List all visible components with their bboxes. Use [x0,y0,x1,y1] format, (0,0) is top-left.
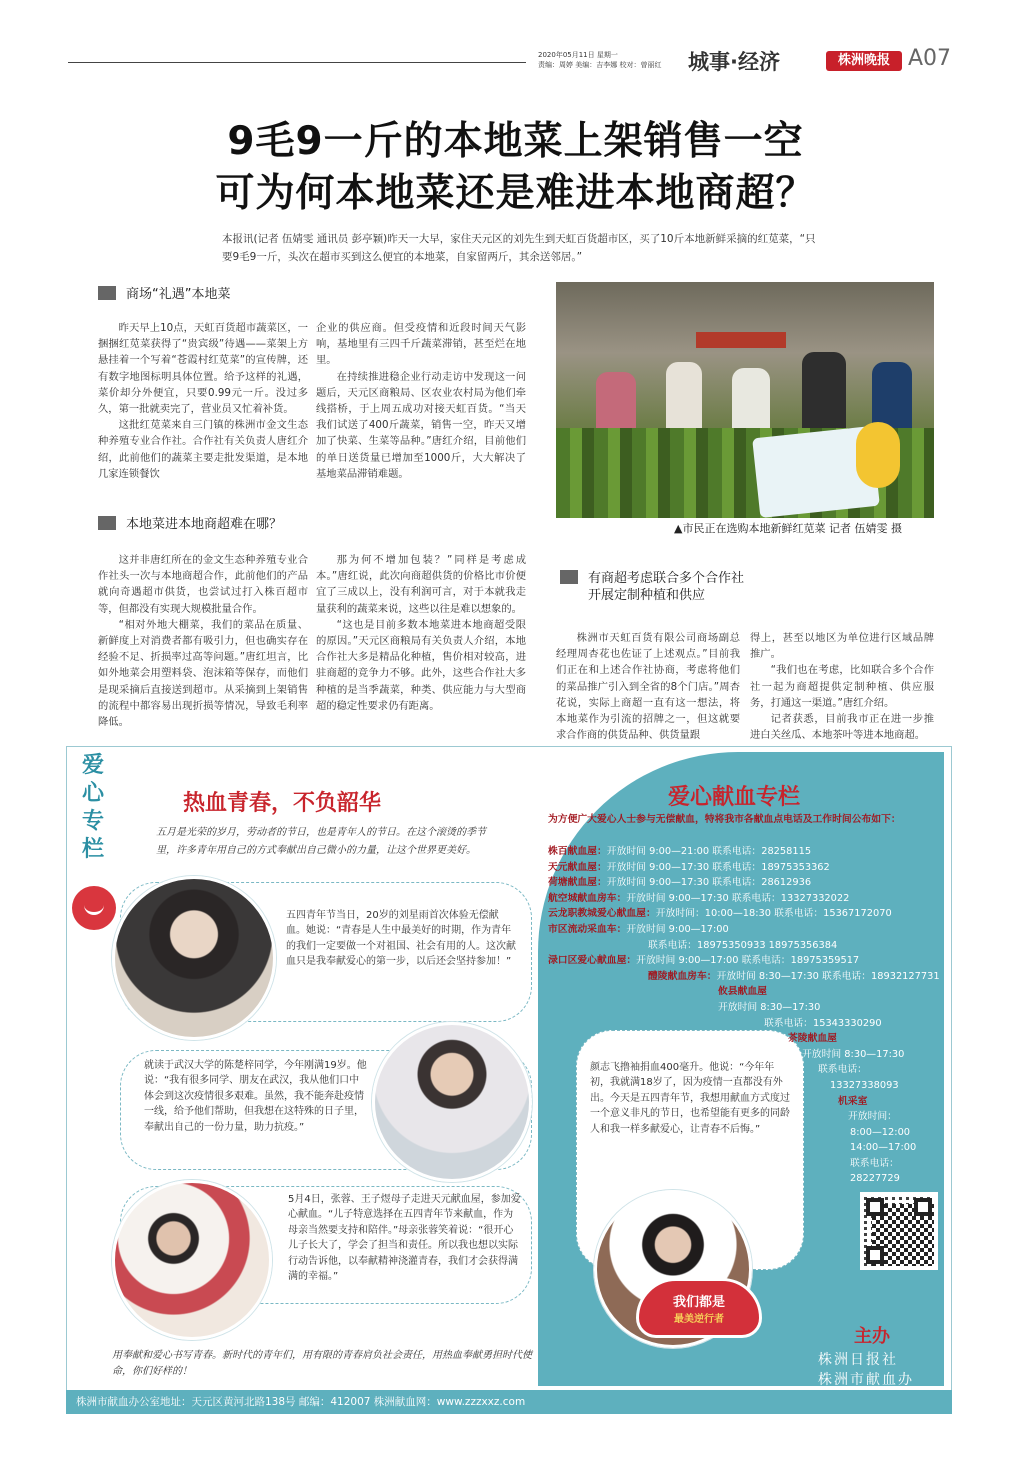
column-intro: 为方便广大爱心人士参与无偿献血，特将我市各献血点电话及工作时间公布如下： [548,814,901,825]
blood-footer: 株洲市献血办公室地址：天元区黄河北路138号 邮编：412007 株洲献血网：www.zzzxxz.com [66,1390,952,1414]
issue-date: 2020年05月11日 星期一 [538,51,618,59]
smiley-icon [72,886,116,930]
station-row: 荷塘献血屋：开放时间 9:00—17:30 联系电话：28612936 [548,877,812,889]
section3-column-1: 株洲市天虹百货有限公司商场副总经理周杏花也佐证了上述观点。”目前我们正在和上述合作社协商，考虑将他们的菜品推广引入到全省的8个门店。”周杏花说，实际上商超一直有这一想法，将本地菜作为引流的招牌之一，但这就要求合作商的供货品种、供货量跟 [556,632,740,742]
market-photo [556,282,934,518]
section1-column-1: 昨天早上10点，天虹百货超市蔬菜区，一捆捆红苋菜获得了“贵宾级”待遇——菜架上方悬挂着一个写着“苍霞村红苋菜”的宣传牌，还有数字地图标明具体位置。给予这样的礼遇，菜价却分外便宜，只要0.99元一斤。没过多久，第一批就卖完了，营业员又忙着补货。 这批红苋菜来自三门镇的株洲市金文生态种养殖专业合作社。合作社有关负责人唐红介绍，此前他们的蔬菜主要走批发渠道，是本地几家连锁餐饮 [98,322,308,480]
host-label: 主办 [854,1326,890,1347]
story-text-4: 颜志飞撸袖捐血400毫升。他说：“今年年初，我就满18岁了，因为疫情一直都没有外出。今天是五四青年节，我想用献血方式度过一个意义非凡的节日，也希望能有更多的同龄人和我一样多献爱心，让青春不后悔。” [590,1062,790,1135]
subhead-3: 有商超考虑联合多个合作社 开展定制种植和供应 [560,570,744,604]
station-phone-label: 联系电话： [818,1064,867,1076]
station-hours: 开放时间 8:30—17:30 [802,1048,905,1060]
host-organizations: 株洲日报社 株洲市献血办 [818,1352,914,1388]
station-row: 天元献血屋：开放时间 9:00—17:30 联系电话：18975353362 [548,861,830,873]
subhead-1: 商场“礼遇”本地菜 [98,286,230,303]
donor-photo-2 [372,1022,532,1182]
station-phone: 13327338093 [830,1079,899,1091]
headline-line-1: 9毛9一斤的本地菜上架销售一空 [227,119,804,164]
story-text-1: 五四青年节当日，20岁的刘星雨首次体验无偿献血。她说：“青春是人生中最美好的时期，作为青年的我们一定要做一个对祖国、社会有用的人。这次献血只是我奉献爱心的第一步，以后还会坚持参加！” [286,910,516,968]
station-list [548,844,944,1187]
blood-intro: 五月是光荣的岁月，劳动者的节日，也是青年人的节日。在这个滚烫的季节里，许多青年用自己的方式奉献出自己微小的力量，让这个世界更美好。 [156,827,486,856]
blood-outro: 用奉献和爱心书写青春。新时代的青年们，用有限的青春肩负社会责任，用热血奉献勇担时代使命，你们好样的！ [112,1350,532,1377]
station-row: 机采室 [838,1095,868,1107]
header-rule [68,62,526,63]
column-side-label: 爱 心 专 栏 [81,753,104,862]
page-number: A07 [908,46,952,71]
slogan-badge: 我们都是 最美逆行者 [636,1278,762,1338]
section1-column-2: 企业的供应商。但受疫情和近段时间天气影响，基地里有三四千斤蔬菜滞销，甚至烂在地里。 在持续推进稳企业行动走访中发现这一问题后，天元区商粮局、区农业农村局为他们牵线搭桥，于上周五成功对接天虹百货。“当天我们试送了400斤蔬菜，销售一空，昨天又增加了快菜、生菜等品种。”唐红介绍，目前他们的单日送货量已增加至1000斤，大大解决了基地菜品滞销难题。 [316,322,526,480]
section2-column-1: 这并非唐红所在的金文生态种养殖专业合作社头一次与本地商超合作，此前他们的产品就向奇遇超市供货，也尝试过打入株百超市等，但都没有实现大规模批量合作。 “相对外地大棚菜，我们的菜品在质量、新鲜度上对消费者都有吸引力，但也确实存在经验不足、折损率过高等问题。”唐红坦言，比如外地菜会用塑料袋、泡沫箱等保存，而他们是现采摘后直接送到超市。从采摘到上架销售的流程中都容易出现折损等情况，导致毛利率降低。 [98,554,308,729]
station-phone-label: 联系电话： [850,1157,899,1169]
donor-photo-3 [112,1180,272,1340]
blood-title: 热血青春，不负韶华 [183,790,382,816]
qr-code-icon[interactable] [860,1192,938,1270]
editors-credit: 责编：周婷 美编：吉李娜 校对：曾丽红 [538,61,662,69]
subhead-2: 本地菜进本地商超难在哪？ [98,516,282,533]
station-phone: 28227729 [850,1173,900,1185]
station-row: 茶陵献血屋 [788,1033,837,1045]
station-phone: 联系电话：18975350933 18975356384 [648,939,838,951]
section2-column-2: 那为何不增加包装？”同样是考虑成本。”唐红说，此次向商超供货的价格比市价便宜了三成以上，没有利润可言，对于本就我走量获利的蔬菜来说，这些以往是难以想象的。 “这也是目前多数本地菜进本地商超受限的原因。”天元区商粮局有关负责人介绍，本地合作社大多是精品化种植，售价相对较高，进驻商超的竞争力不够。此外，这些合作社大多种植的是当季蔬菜，种类、供应能力与大型商超的稳定性要求仍有距离。 [316,554,526,712]
station-row: 云龙职教城爱心献血屋：开放时间：10:00—18:30 联系电话：15367172070 [548,908,892,920]
station-row: 航空城献血房车：开放时间 9:00—17:30 联系电话：13327332022 [548,892,850,904]
station-row: 市区流动采血车：开放时间 9:00—17:00 [548,923,729,935]
section-name: 城事·经济 [688,50,780,74]
subhead-marker-icon [98,286,116,300]
station-hours: 14:00—17:00 [850,1142,917,1154]
subhead-marker-icon [560,570,578,584]
station-row: 攸县献血屋 [718,986,767,998]
donor-photo-1 [112,876,276,1040]
section3-column-2: 得上，甚至以地区为单位进行区域品牌推广。 “我们也在考虑，比如联合多个合作社一起为商超提供定制种植、供应服务，打通这一渠道。”唐红介绍。 记者获悉，目前我市正在进一步推进白关丝瓜、本地茶叶等进本地商超。 [750,632,934,742]
header-meta [538,50,661,70]
station-hours-label: 开放时间： [848,1111,897,1123]
subhead-marker-icon [98,516,116,530]
station-hours: 开放时间 8:30—17:30 [718,1001,821,1013]
headline-line-2: 可为何本地菜还是难进本地商超？ [215,171,816,216]
station-phone: 联系电话：15343330290 [764,1017,882,1029]
story-text-3: 5月4日，张蓉、王子煜母子走进天元献血屋，参加爱心献血。“儿子特意选择在五四青年节来献血，作为母亲当然要支持和陪伴。”母亲张蓉笑着说：“很开心儿子长大了，学会了担当和责任。所以我也想以实际行动告诉他，以奉献精神浇灌青春，我们才会获得满满的幸福。” [288,1194,521,1283]
paper-logo: 株洲晚报 [826,51,902,71]
column-title: 爱心献血专栏 [668,784,801,810]
lead-paragraph: 本报讯(记者 伍婧雯 通讯员 彭亭颖)昨天一大早，家住天元区的刘先生到天虹百货超市区，买了10斤本地新鲜采摘的红苋菜，“只要9毛9一斤，头次在超市买到这么便宜的本地菜，自家留两斤，其余送邻居。” [222,233,816,263]
station-row: 醴陵献血房车：开放时间 8:30—17:30 联系电话：18932127731 [648,970,940,982]
station-row: 株百献血屋：开放时间 9:00—21:00 联系电话：28258115 [548,846,812,857]
story-text-2: 就读于武汉大学的陈楚梓同学，今年刚满19岁。他说：“我有很多同学、朋友在武汉，我从他们口中体会到这次疫情很多艰难。虽然，我不能奔赴疫情一线，给予他们帮助，但我想在这特殊的日子里，奉献出自己的一份力量，助力抗疫。” [144,1060,367,1133]
station-hours: 8:00—12:00 [850,1126,911,1138]
station-row: 渌口区爱心献血屋：开放时间 9:00—17:00 联系电话：18975359517 [548,955,860,967]
photo-caption: ▲市民正在选购本地新鲜红苋菜 记者 伍婧雯 摄 [674,522,902,535]
